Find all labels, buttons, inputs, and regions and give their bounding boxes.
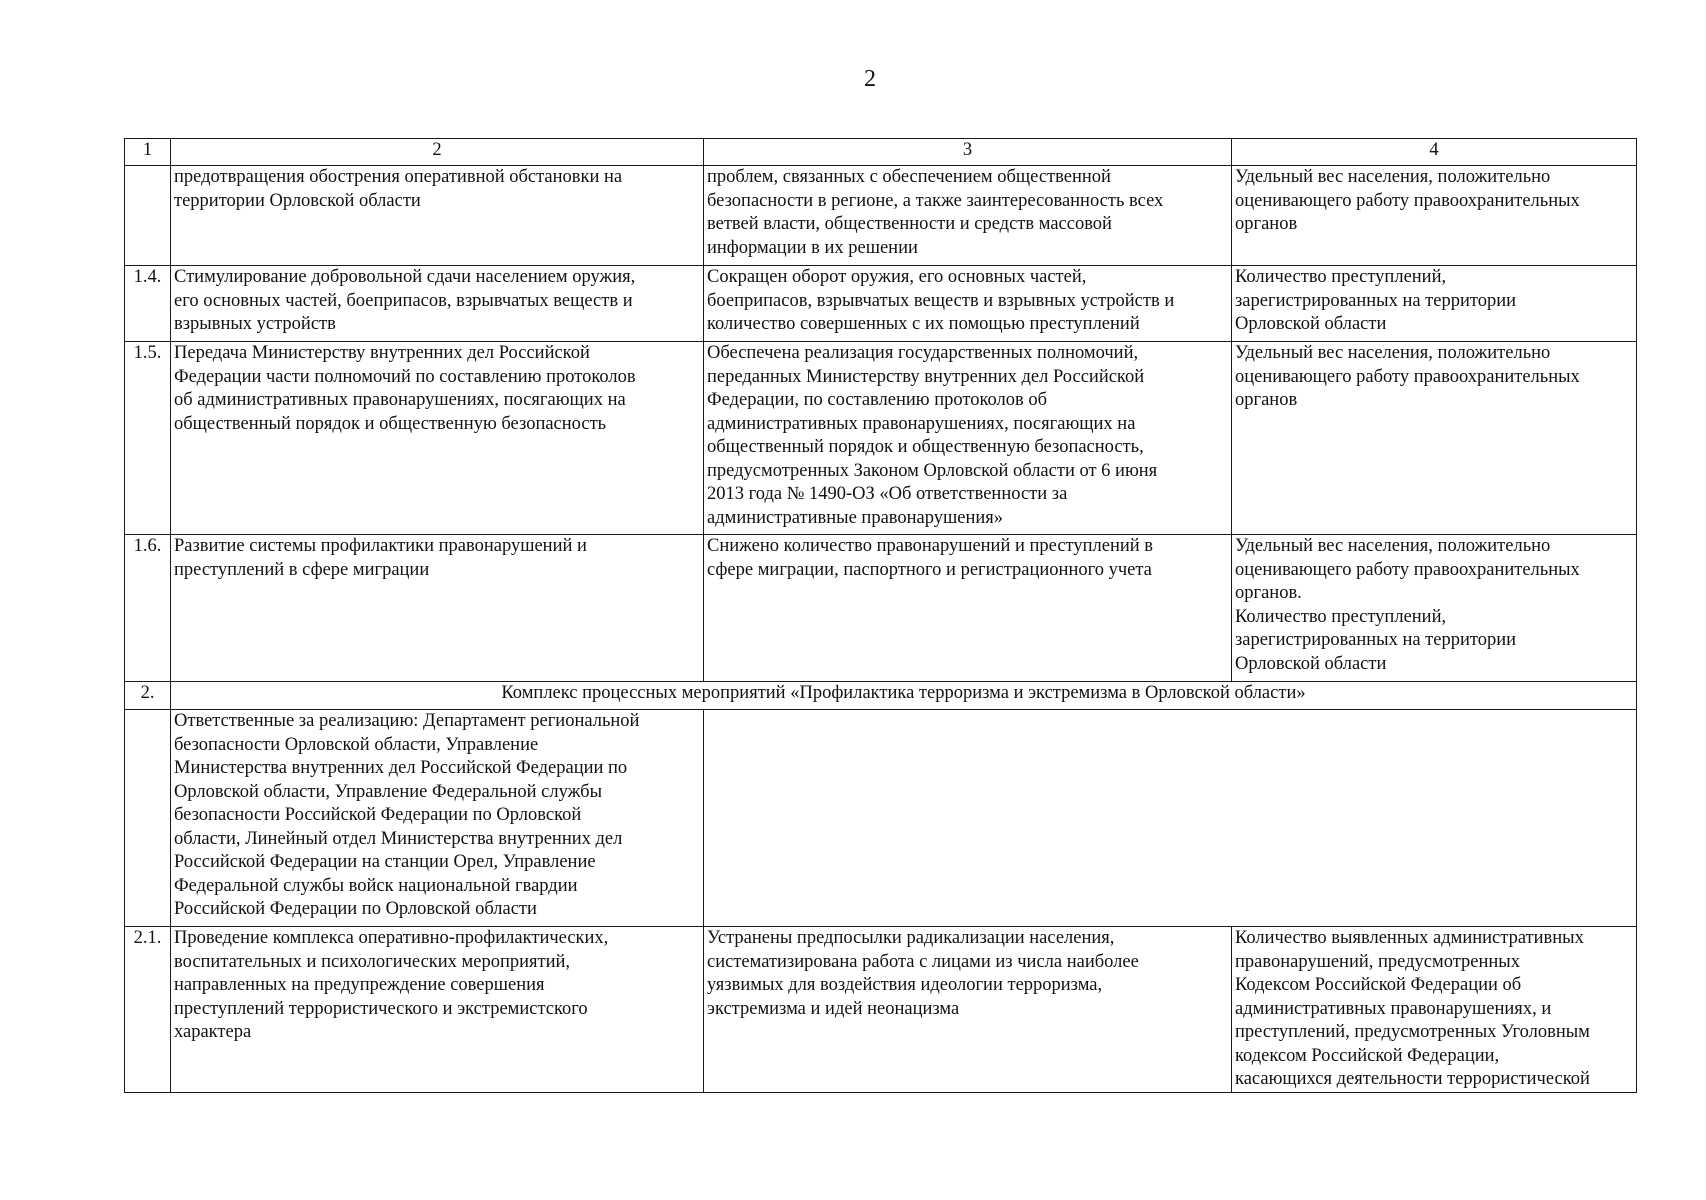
- page-number: 2: [864, 66, 876, 92]
- indicator-cell: Удельный вес населения, положительно оценивающего работу правоохранительных органов. Количество преступлений, зарегистрированных на территории Орловской области: [1232, 535, 1637, 682]
- column-header-4: 4: [1232, 139, 1637, 166]
- measure-cell: Стимулирование добровольной сдачи населением оружия, его основных частей, боеприпасов, взрывчатых веществ и взрывных устройств: [171, 266, 704, 342]
- column-header-1: 1: [125, 139, 171, 166]
- measure-cell: Передача Министерству внутренних дел Российской Федерации части полномочий по составлению протоколов об административных правонарушениях, посягающих на общественный порядок и общественную безопасность: [171, 342, 704, 535]
- result-cell: Сокращен оборот оружия, его основных частей, боеприпасов, взрывчатых веществ и взрывных устройств и количество совершенных с их помощью преступлений: [704, 266, 1232, 342]
- indicator-cell: Удельный вес населения, положительно оценивающего работу правоохранительных органов: [1232, 342, 1637, 535]
- column-header-3: 3: [704, 139, 1232, 166]
- section-row: [125, 682, 1637, 710]
- measure-cell: Проведение комплекса оперативно-профилактических, воспитательных и психологических мероприятий, направленных на предупреждение совершения преступлений террористического и экстремистского характера: [171, 927, 704, 1093]
- measures-table: [124, 138, 1637, 1093]
- table-row: [125, 166, 1637, 266]
- table-row: [125, 535, 1637, 682]
- row-number: 2.1.: [125, 927, 171, 1093]
- row-number: 1.6.: [125, 535, 171, 682]
- result-cell: Снижено количество правонарушений и преступлений в сфере миграции, паспортного и регистрационного учета: [704, 535, 1232, 682]
- result-cell: Обеспечена реализация государственных полномочий, переданных Министерству внутренних дел Российской Федерации, по составлению протоколов об административных правонарушениях, посягающих на общественный порядок и общественную безопасность, предусмотренных Законом Орловской области от 6 июня 2013 года № 1490-ОЗ «Об ответственности за административные правонарушения»: [704, 342, 1232, 535]
- indicator-cell: Удельный вес населения, положительно оценивающего работу правоохранительных органов: [1232, 166, 1637, 266]
- section-title: Комплекс процессных мероприятий «Профилактика терроризма и экстремизма в Орловской области»: [171, 682, 1637, 710]
- row-number: [125, 166, 171, 266]
- section-number: 2.: [125, 682, 171, 710]
- responsible-cell: Ответственные за реализацию: Департамент региональной безопасности Орловской области, Управление Министерства внутренних дел Российской Федерации по Орловской области, Управление Федеральной службы безопасности Российской Федерации по Орловской области, Линейный отдел Министерства внутренних дел Российской Федерации на станции Орел, Управление Федеральной службы войск национальной гвардии Российской Федерации по Орловской области: [171, 710, 704, 927]
- indicator-cell: Количество преступлений, зарегистрированных на территории Орловской области: [1232, 266, 1637, 342]
- table-row: [125, 342, 1637, 535]
- measure-cell: Развитие системы профилактики правонарушений и преступлений в сфере миграции: [171, 535, 704, 682]
- result-cell: проблем, связанных с обеспечением общественной безопасности в регионе, а также заинтересованность всех ветвей власти, общественности и средств массовой информации в их решении: [704, 166, 1232, 266]
- result-cell: Устранены предпосылки радикализации населения, систематизирована работа с лицами из числа наиболее уязвимых для воздействия идеологии терроризма, экстремизма и идей неонацизма: [704, 927, 1232, 1093]
- responsible-empty-cell: [704, 710, 1637, 927]
- table-row: [125, 927, 1637, 1093]
- row-number: 1.5.: [125, 342, 171, 535]
- table-row: [125, 266, 1637, 342]
- table-header-row: [125, 139, 1637, 166]
- indicator-cell: Количество выявленных административных правонарушений, предусмотренных Кодексом Российской Федерации об административных правонарушениях, и преступлений, предусмотренных Уголовным кодексом Российской Федерации, касающихся деятельности террористической: [1232, 927, 1637, 1093]
- row-number: 1.4.: [125, 266, 171, 342]
- row-number-empty: [125, 710, 171, 927]
- column-header-2: 2: [171, 139, 704, 166]
- responsible-row: [125, 710, 1637, 927]
- measure-cell: предотвращения обострения оперативной обстановки на территории Орловской области: [171, 166, 704, 266]
